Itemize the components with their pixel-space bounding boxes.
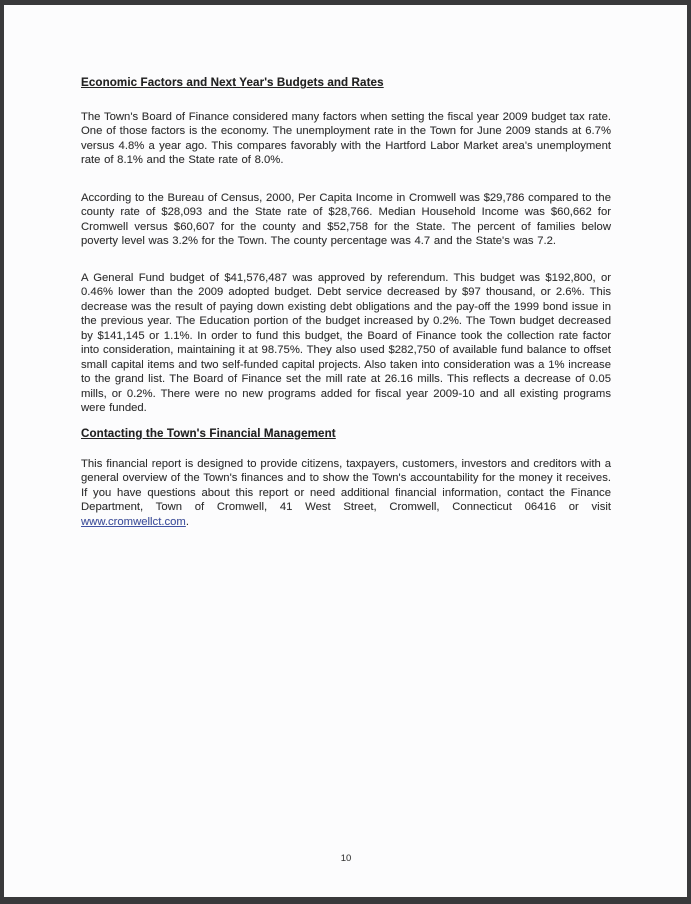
- contact-paragraph-text: This financial report is designed to provide citizens, taxpayers, customers, investors and creditors with a general overview of the Town's finances and to show the Town's accountability for the money it receives. If you have questions about this report or need additional financial information, contact the Finance Department, Town of Cromwell, 41 West Street, Cromwell, Connecticut 06416 or visit: [81, 458, 611, 514]
- contact-paragraph-period: .: [185, 515, 189, 528]
- cromwellct-website-link[interactable]: www.cromwellct.com: [81, 515, 186, 528]
- page-number: 10: [340, 853, 352, 864]
- paragraph-census-income: According to the Bureau of Census, 2000, Per Capita Income in Cromwell was $29,786 compared to the county rate of $28,093 and the State rate of $28,766. Median Household Income was $60,662 for Cromwell versus $60,607 for the county and $52,758 for the State. The percent of families below poverty level was 3.2% for the Town. The county percentage was 4.7 and the State's was 7.2.: [81, 192, 611, 248]
- section-heading-contacting-financial-management: Contacting the Town's Financial Management: [81, 427, 336, 440]
- document-page: [4, 5, 687, 897]
- paragraph-economy-unemployment: The Town's Board of Finance considered many factors when setting the fiscal year 2009 budget tax rate. One of those factors is the economy. The unemployment rate in the Town for June 2009 stands at 6.7% versus 4.8% a year ago. This compares favorably with the Hartford Labor Market area's unemployment rate of 8.1% and the State rate of 8.0%.: [81, 111, 611, 167]
- paragraph-general-fund-budget: A General Fund budget of $41,576,487 was approved by referendum. This budget was $192,800, or 0.46% lower than the 2009 adopted budget. Debt service decreased by $97 thousand, or 2.6%. This decrease was the result of paying down existing debt obligations and the pay-off the 1999 bond issue in the previous year. The Education portion of the budget increased by 0.2%. The Town budget decreased by $141,145 or 1.1%. In order to fund this budget, the Board of Finance took the collection rate factor into consideration, maintaining it at 98.75%. They also used $282,750 of available fund balance to offset small capital items and two self-funded capital projects. Also taken into consideration was a 1% increase to the grand list. The Board of Finance set the mill rate at 26.16 mills. This reflects a decrease of 0.05 mills, or 0.2%. There were no new programs added for fiscal year 2009-10 and all existing programs were funded.: [81, 272, 611, 415]
- section-heading-economic-factors: Economic Factors and Next Year's Budgets and Rates: [81, 76, 384, 89]
- paragraph-contact-info: [81, 457, 611, 529]
